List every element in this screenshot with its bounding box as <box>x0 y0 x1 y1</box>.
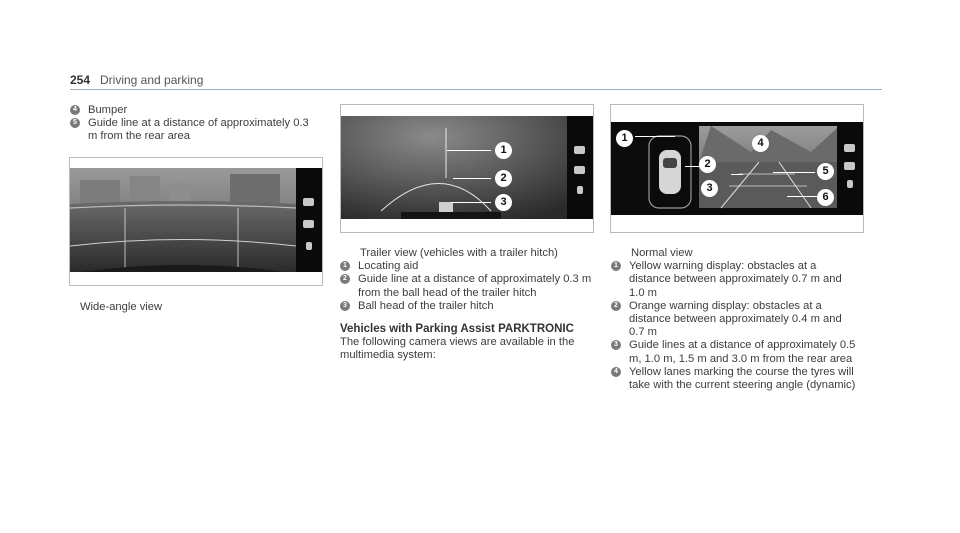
trailer-camera-image <box>341 116 593 219</box>
section-heading: Vehicles with Parking Assist PARKTRONIC <box>340 323 574 336</box>
callout-marker: 2 <box>699 156 716 173</box>
callout-marker: 1 <box>495 142 512 159</box>
camera-menu-sidebar <box>567 116 593 219</box>
legend-item <box>340 260 595 273</box>
wide-angle-caption: Wide-angle view <box>80 301 163 313</box>
page-number: 254 <box>70 73 91 87</box>
camera-menu-sidebar <box>296 168 322 272</box>
normal-view-caption: Normal view <box>631 247 693 259</box>
camera-view-icon <box>844 144 855 152</box>
legend-item <box>340 300 595 313</box>
callout-line <box>787 196 817 197</box>
legend-item <box>611 300 876 340</box>
legend-text: Locating aid <box>358 260 419 273</box>
section-body: The following camera views are available in the multimedia system: <box>340 336 575 362</box>
callout-marker: 1 <box>616 130 633 147</box>
trailer-scene <box>341 116 593 219</box>
legend-text: Bumper <box>88 104 128 116</box>
callout-marker: 4 <box>752 135 769 152</box>
legend-item <box>70 117 310 143</box>
legend-item <box>70 104 310 117</box>
legend-item <box>340 273 595 299</box>
callout-line <box>447 150 491 151</box>
legend-number-badge: 3 <box>340 301 350 311</box>
callout-marker: 2 <box>495 170 512 187</box>
callout-marker: 3 <box>701 180 718 197</box>
callout-line <box>451 202 491 203</box>
callout-marker: 5 <box>817 163 834 180</box>
legend-text: Yellow lanes marking the course the tyres will take with the current steering angle (dynamic) <box>629 365 856 392</box>
legend-number-badge: 2 <box>340 274 350 284</box>
legend-number-badge: 4 <box>611 367 621 377</box>
sensor-icon <box>577 186 583 194</box>
parking-icon <box>844 162 855 170</box>
legend-item <box>611 366 876 392</box>
callout-marker: 3 <box>495 194 512 211</box>
callout-marker: 6 <box>817 189 834 206</box>
camera-view-icon <box>574 146 585 154</box>
legend-text: Guide line at a distance of approximately 0.3 m from the ball head of the trailer hitch <box>358 273 592 299</box>
wide-angle-scene <box>70 168 322 272</box>
legend-item <box>611 339 876 365</box>
col2-text <box>340 247 595 363</box>
legend-number-badge: 4 <box>70 105 80 115</box>
callout-line <box>453 178 491 179</box>
legend-item <box>611 260 876 300</box>
wide-angle-camera-image <box>70 168 322 272</box>
legend-number-badge: 2 <box>611 301 621 311</box>
legend-text: Ball head of the trailer hitch <box>358 299 494 312</box>
header-divider <box>70 89 882 90</box>
parking-icon <box>574 166 585 174</box>
sensor-icon <box>306 242 312 250</box>
legend-text: Guide line at a distance of approximately 0.3 m from the rear area <box>88 117 309 143</box>
normal-camera-image <box>611 122 863 215</box>
parking-icon <box>303 220 314 228</box>
normal-view-frame <box>610 104 864 233</box>
trailer-view-caption: Trailer view (vehicles with a trailer hitch) <box>360 247 558 259</box>
sensor-icon <box>847 180 853 188</box>
legend-text: Guide lines at a distance of approximately 0.5 m, 1.0 m, 1.5 m and 3.0 m from the rear area <box>629 339 856 365</box>
callout-line <box>773 172 815 173</box>
camera-view-icon <box>303 198 314 206</box>
wide-angle-view-frame <box>69 157 323 286</box>
trailer-view-frame <box>340 104 594 233</box>
legend-number-badge: 3 <box>611 340 621 350</box>
page-section-title: Driving and parking <box>100 73 204 87</box>
camera-menu-sidebar <box>837 122 863 215</box>
legend-number-badge: 5 <box>70 118 80 128</box>
callout-line <box>635 136 675 137</box>
col3-text <box>611 247 876 392</box>
legend-number-badge: 1 <box>611 261 621 271</box>
callout-line <box>731 174 743 175</box>
col1-legend <box>70 104 310 144</box>
legend-text: Orange warning display: obstacles at a distance between approximately 0.4 m and 0.7 m <box>629 299 842 339</box>
legend-text: Yellow warning display: obstacles at a distance between approximately 0.7 m and 1.0 m <box>629 260 842 299</box>
legend-number-badge: 1 <box>340 261 350 271</box>
